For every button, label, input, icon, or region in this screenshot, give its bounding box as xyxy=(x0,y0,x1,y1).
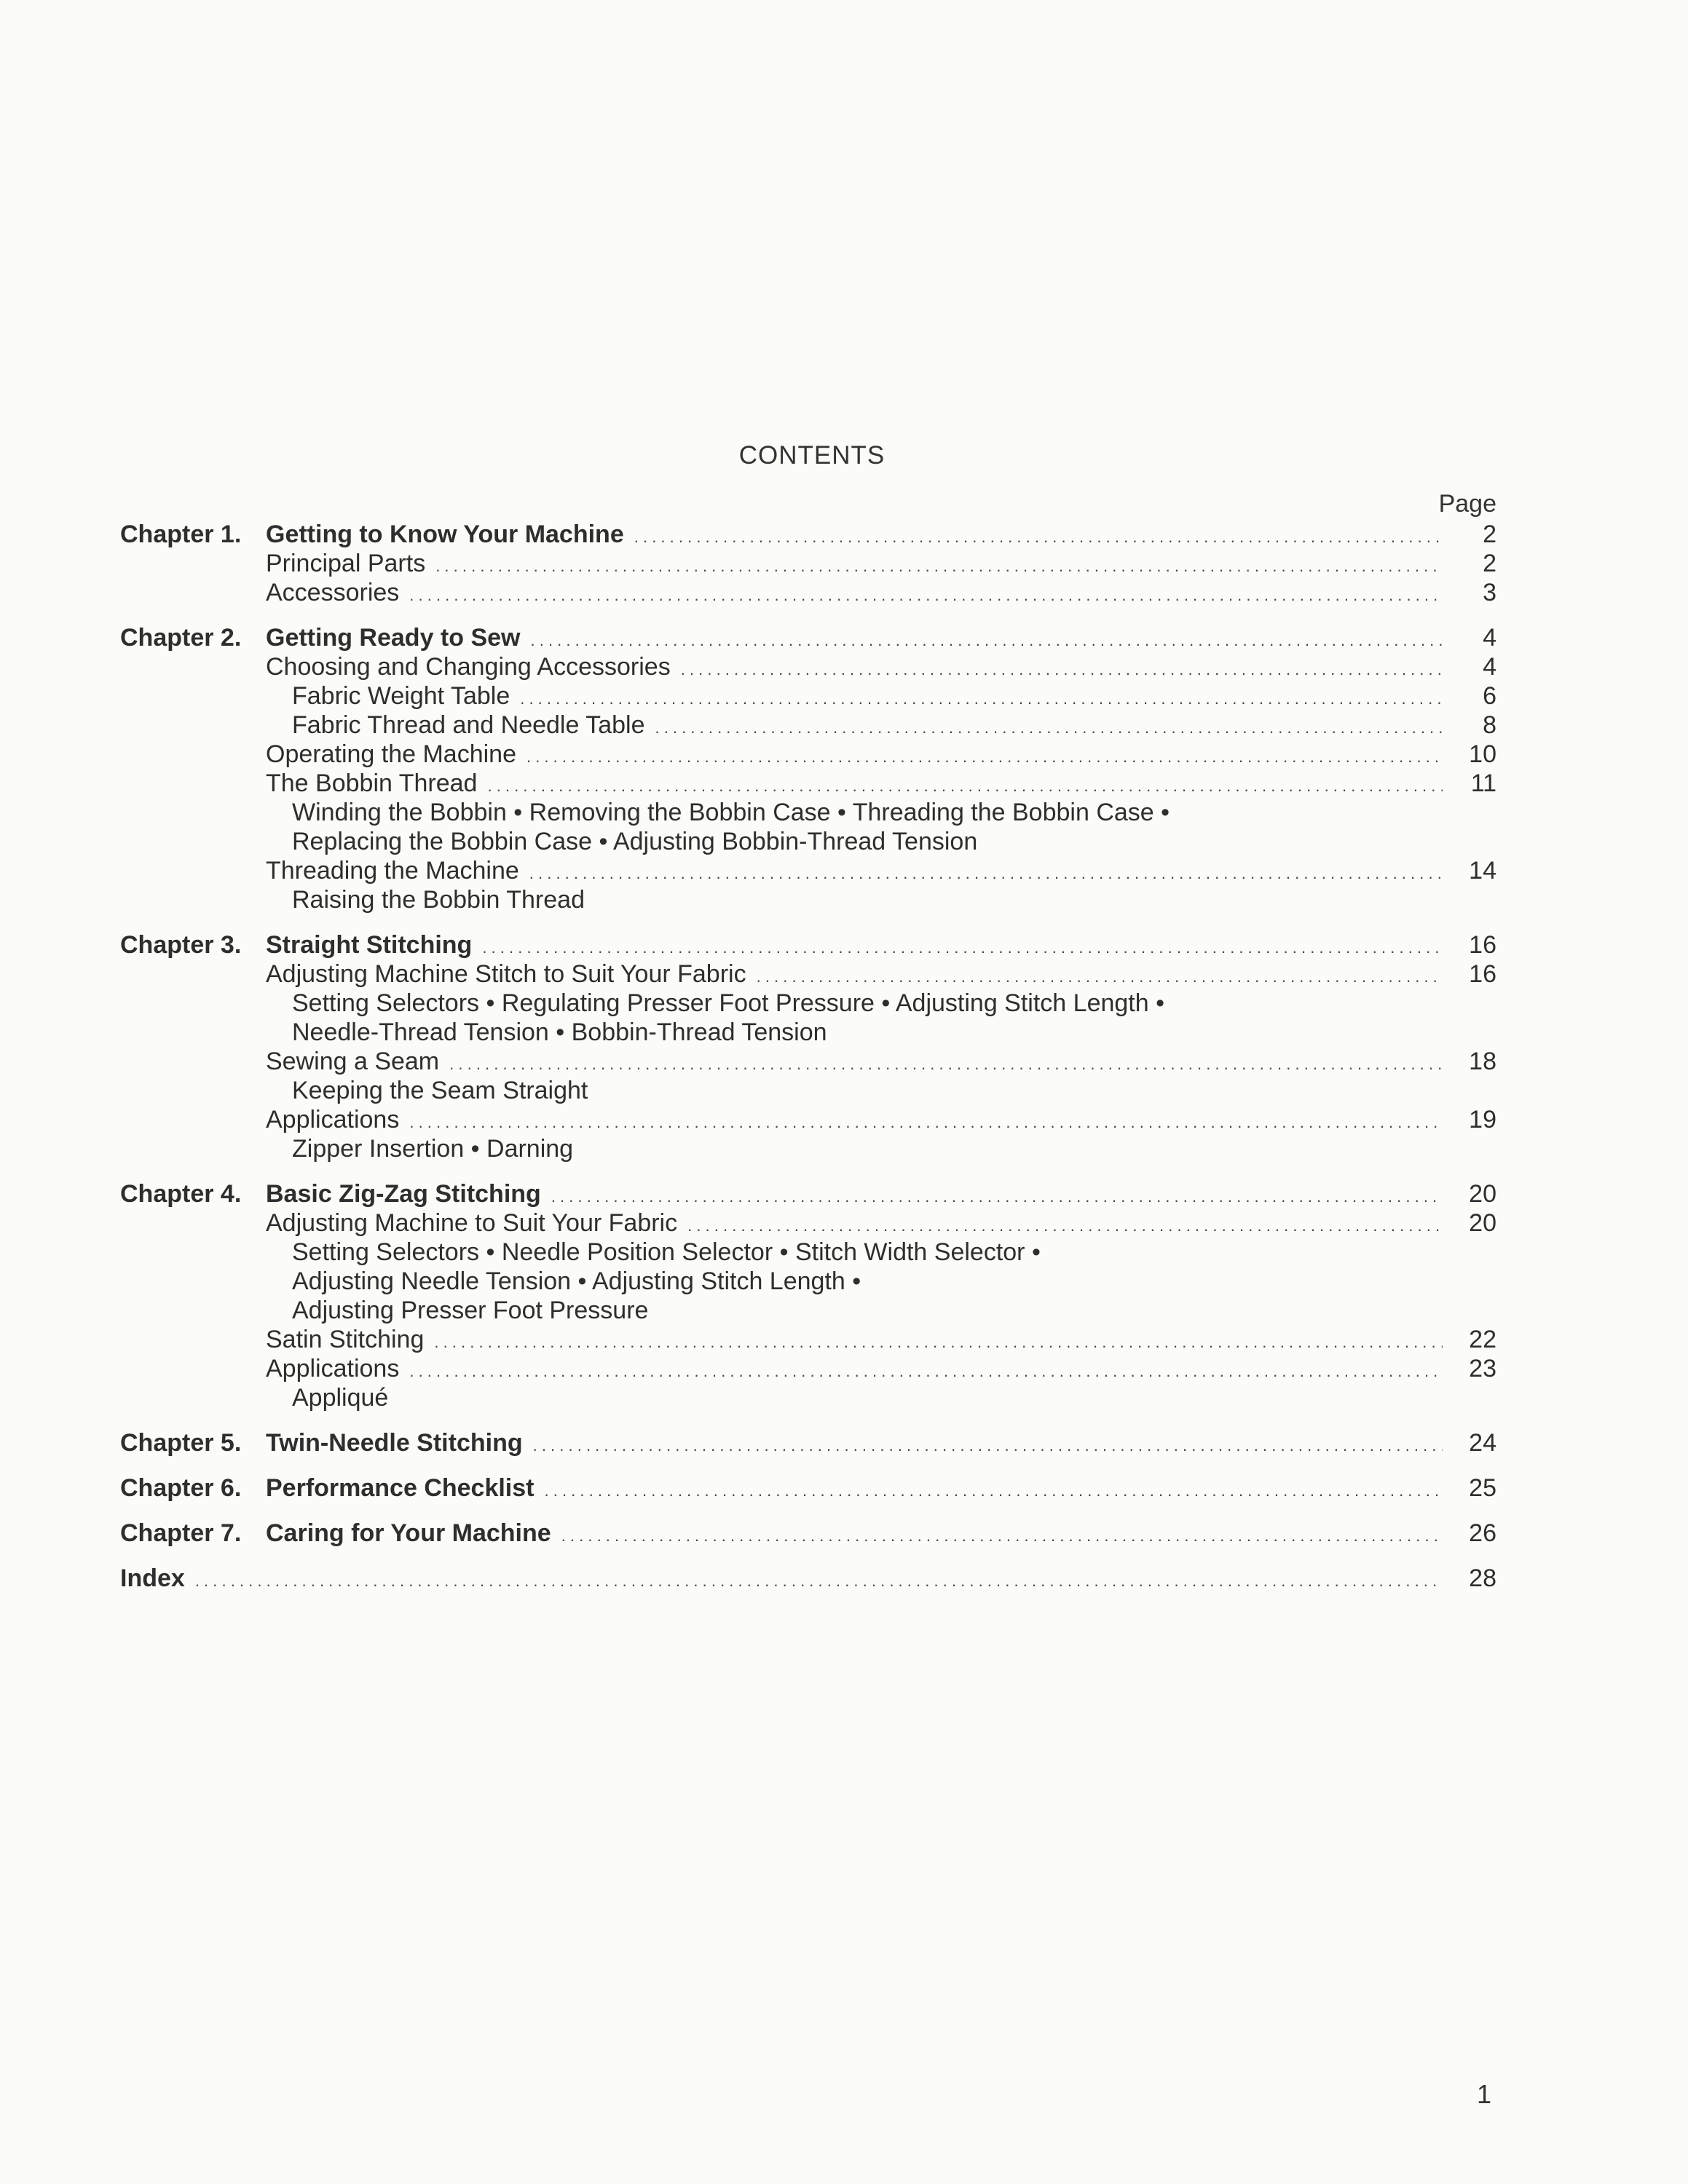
entry-title: Choosing and Changing Accessories xyxy=(266,653,671,681)
entry-title: Threading the Machine xyxy=(266,857,519,885)
entry-title: Index xyxy=(120,1564,185,1592)
entry-page-number: 2 xyxy=(1483,550,1496,577)
entry-page-number: 4 xyxy=(1483,624,1496,652)
entry-page-number: 11 xyxy=(1470,769,1496,797)
entry-title: Straight Stitching xyxy=(266,931,473,959)
chapter-number: Chapter 2. xyxy=(120,624,242,652)
toc-chapter-entry[interactable] xyxy=(120,1428,1496,1457)
toc-section-entry[interactable] xyxy=(120,856,1496,885)
dot-leader xyxy=(529,856,1443,888)
toc-chapter-entry[interactable] xyxy=(120,930,1496,960)
toc-subtopic-line xyxy=(120,827,1496,856)
chapter-number: Chapter 5. xyxy=(120,1429,242,1457)
dot-leader xyxy=(195,1564,1443,1596)
dot-leader xyxy=(681,652,1443,684)
dot-leader xyxy=(526,740,1443,772)
toc-subtopic-line xyxy=(120,1076,1496,1105)
entry-title: Principal Parts xyxy=(266,550,426,577)
toc-chapter-entry[interactable] xyxy=(120,1179,1496,1208)
entry-title: Replacing the Bobbin Case • Adjusting Bobbin-Thread Tension xyxy=(292,828,978,855)
entry-title: Setting Selectors • Regulating Presser Foot Pressure • Adjusting Stitch Length • xyxy=(292,989,1165,1017)
toc-section-entry[interactable] xyxy=(120,960,1496,989)
dot-leader xyxy=(409,1354,1443,1386)
dot-leader xyxy=(533,1428,1443,1460)
dot-leader xyxy=(435,549,1443,581)
entry-page-number: 26 xyxy=(1469,1519,1496,1547)
entry-title: Twin-Needle Stitching xyxy=(266,1429,523,1457)
dot-leader xyxy=(634,520,1443,552)
toc-subtopic-line xyxy=(120,681,1496,711)
toc-subtopic-line xyxy=(120,1267,1496,1296)
toc-subtopic-line xyxy=(120,989,1496,1018)
entry-title: The Bobbin Thread xyxy=(266,769,478,797)
entry-title: Adjusting Machine Stitch to Suit Your Fabric xyxy=(266,960,746,988)
entry-page-number: 3 xyxy=(1483,579,1496,606)
toc-section-entry[interactable] xyxy=(120,652,1496,681)
dot-leader xyxy=(561,1519,1443,1551)
dot-leader xyxy=(520,681,1443,713)
entry-page-number: 2 xyxy=(1483,521,1496,548)
toc-chapter-entry[interactable] xyxy=(120,1473,1496,1503)
toc-section-entry[interactable] xyxy=(120,1047,1496,1076)
toc-index-entry[interactable] xyxy=(120,1564,1496,1593)
entry-title: Adjusting Needle Tension • Adjusting Stitch Length • xyxy=(292,1267,861,1295)
entry-title: Setting Selectors • Needle Position Selector • Stitch Width Selector • xyxy=(292,1238,1041,1266)
entry-page-number: 18 xyxy=(1469,1048,1496,1075)
entry-page-number: 24 xyxy=(1469,1429,1496,1457)
toc-subtopic-line xyxy=(120,1296,1496,1325)
entry-page-number: 22 xyxy=(1469,1326,1496,1353)
dot-leader xyxy=(531,623,1443,655)
contents-heading: CONTENTS xyxy=(738,441,886,470)
entry-title: Getting to Know Your Machine xyxy=(266,521,624,548)
entry-page-number: 8 xyxy=(1483,711,1496,739)
entry-page-number: 19 xyxy=(1469,1106,1496,1133)
toc-subtopic-line xyxy=(120,1134,1496,1163)
toc-section-entry[interactable] xyxy=(120,549,1496,578)
entry-title: Adjusting Presser Foot Pressure xyxy=(292,1297,649,1324)
chapter-number: Chapter 3. xyxy=(120,931,242,959)
entry-title: Needle-Thread Tension • Bobbin-Thread Tension xyxy=(292,1018,827,1046)
toc-section-entry[interactable] xyxy=(120,1354,1496,1383)
dot-leader xyxy=(551,1179,1443,1211)
chapter-number: Chapter 7. xyxy=(120,1519,242,1547)
entry-page-number: 20 xyxy=(1469,1180,1496,1208)
toc-subtopic-line xyxy=(120,1383,1496,1412)
toc-chapter-entry[interactable] xyxy=(120,520,1496,549)
entry-title: Raising the Bobbin Thread xyxy=(292,886,585,914)
toc-subtopic-line xyxy=(120,1018,1496,1047)
dot-leader xyxy=(482,930,1443,962)
toc-section-entry[interactable] xyxy=(120,769,1496,798)
entry-title: Appliqué xyxy=(292,1384,389,1412)
entry-title: Winding the Bobbin • Removing the Bobbin Case • Threading the Bobbin Case • xyxy=(292,799,1170,826)
entry-page-number: 16 xyxy=(1469,960,1496,988)
page-column-label: Page xyxy=(1438,490,1496,518)
chapter-number: Chapter 1. xyxy=(120,521,242,548)
entry-title: Performance Checklist xyxy=(266,1474,535,1502)
toc-entries xyxy=(120,520,1496,1593)
entry-title: Fabric Thread and Needle Table xyxy=(292,711,645,739)
toc-section-entry[interactable] xyxy=(120,1105,1496,1134)
dot-leader xyxy=(434,1325,1443,1357)
entry-page-number: 14 xyxy=(1469,857,1496,885)
chapter-number: Chapter 4. xyxy=(120,1180,242,1208)
dot-leader xyxy=(409,1105,1443,1137)
dot-leader xyxy=(655,711,1443,743)
entry-title: Caring for Your Machine xyxy=(266,1519,551,1547)
chapter-number: Chapter 6. xyxy=(120,1474,242,1502)
dot-leader xyxy=(757,960,1443,992)
table-of-contents xyxy=(120,488,1496,1593)
entry-page-number: 10 xyxy=(1469,740,1496,768)
entry-title: Getting Ready to Sew xyxy=(266,624,521,652)
entry-page-number: 4 xyxy=(1483,653,1496,681)
entry-title: Accessories xyxy=(266,579,400,606)
dot-leader xyxy=(409,578,1443,610)
dot-leader xyxy=(449,1047,1443,1079)
entry-title: Applications xyxy=(266,1106,400,1133)
dot-leader xyxy=(545,1473,1443,1506)
page-number: 1 xyxy=(1476,2079,1491,2109)
dot-leader xyxy=(687,1208,1443,1241)
entry-title: Keeping the Seam Straight xyxy=(292,1077,588,1104)
toc-chapter-entry[interactable] xyxy=(120,623,1496,652)
toc-subtopic-line xyxy=(120,798,1496,827)
toc-section-entry[interactable] xyxy=(120,578,1496,607)
entry-page-number: 20 xyxy=(1469,1209,1496,1237)
entry-title: Satin Stitching xyxy=(266,1326,425,1353)
entry-page-number: 6 xyxy=(1483,682,1496,710)
entry-page-number: 25 xyxy=(1469,1474,1496,1502)
toc-section-entry[interactable] xyxy=(120,740,1496,769)
toc-section-entry[interactable] xyxy=(120,1208,1496,1238)
dot-leader xyxy=(487,769,1443,801)
entry-title: Adjusting Machine to Suit Your Fabric xyxy=(266,1209,678,1237)
entry-title: Zipper Insertion • Darning xyxy=(292,1135,574,1163)
entry-title: Operating the Machine xyxy=(266,740,516,768)
toc-subtopic-line xyxy=(120,1238,1496,1267)
toc-subtopic-line xyxy=(120,885,1496,914)
toc-subtopic-line xyxy=(120,711,1496,740)
entry-title: Applications xyxy=(266,1355,400,1382)
entry-page-number: 28 xyxy=(1469,1564,1496,1592)
toc-chapter-entry[interactable] xyxy=(120,1519,1496,1548)
entry-page-number: 16 xyxy=(1469,931,1496,959)
entry-title: Sewing a Seam xyxy=(266,1048,440,1075)
entry-title: Fabric Weight Table xyxy=(292,682,510,710)
entry-page-number: 23 xyxy=(1469,1355,1496,1382)
entry-title: Basic Zig-Zag Stitching xyxy=(266,1180,541,1208)
toc-section-entry[interactable] xyxy=(120,1325,1496,1354)
